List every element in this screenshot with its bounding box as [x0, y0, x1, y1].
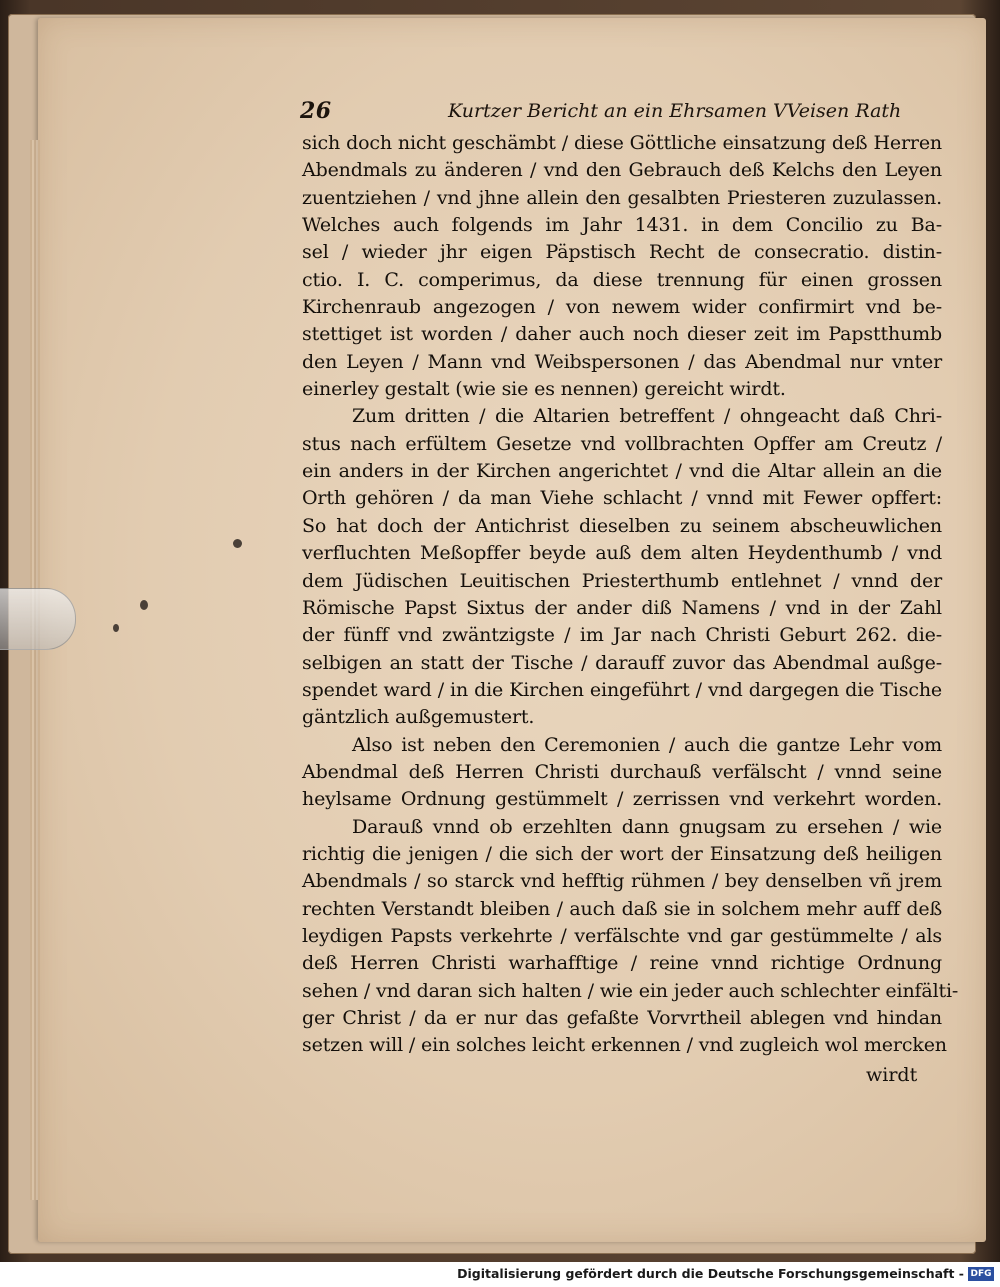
- text-line: ein anders in der Kirchen angerichtet / vnd die Altar allein an die: [302, 460, 942, 483]
- text-line: verfluchten Meßopffer beyde auß dem alten Heydenthumb / vnd: [302, 542, 942, 565]
- text-line: Welches auch folgends im Jahr 1431. in dem Concilio zu Ba-: [302, 214, 942, 237]
- ink-spot: [140, 600, 148, 610]
- running-head: Kurtzer Bericht an ein Ehrsamen VVeisen Rath: [448, 100, 902, 122]
- text-line: Abendmal deß Herren Christi durchauß verfälscht / vnnd seine: [302, 760, 942, 783]
- text-line: ctio. I. C. comperimus, da diese trennung für einen grossen: [302, 268, 942, 291]
- text-line: stettiget ist worden / daher auch noch dieser zeit im Papstthumb: [302, 323, 942, 346]
- text-line: spendet ward / in die Kirchen eingeführt / vnd dargegen die Tische: [302, 678, 942, 701]
- text-line: sehen / vnd daran sich halten / wie ein jeder auch schlechter einfälti-: [302, 979, 959, 1002]
- text-line: ger Christ / da er nur das gefaßte Vorvrtheil ablegen vnd hindan: [302, 1007, 942, 1029]
- text-line: Also ist neben den Ceremonien / auch die gantze Lehr vom: [352, 733, 942, 756]
- text-line: zuentziehen / vnd jhne allein den gesalbten Priesteren zuzulassen.: [302, 186, 942, 209]
- text-line: rechten Verstandt bleiben / auch daß sie in solchem mehr auff deß: [302, 897, 942, 920]
- text-line: heylsame Ordnung gestümmelt / zerrissen vnd verkehrt worden.: [302, 788, 942, 811]
- text-line: Darauß vnnd ob erzehlten dann gnugsam zu ersehen / wie: [352, 815, 942, 838]
- text-line: richtig die jenigen / die sich der wort der Einsatzung deß heiligen: [302, 842, 942, 865]
- text-line: den Leyen / Mann vnd Weibspersonen / das Abendmal nur vnter: [302, 350, 942, 373]
- catchword: wirdt: [866, 1064, 918, 1086]
- text-line: der fünff vnd zwäntzigste / im Jar nach Christi Geburt 262. die-: [302, 624, 942, 647]
- text-line: stus nach erfültem Gesetze vnd vollbrachten Opffer am Creutz /: [302, 432, 942, 455]
- dfg-logo: DFG: [968, 1267, 994, 1281]
- text-line: Zum dritten / die Altarien betreffent / ohngeacht daß Chri-: [352, 405, 942, 428]
- funding-credit: Digitalisierung gefördert durch die Deutsche Forschungsgemeinschaft -: [457, 1266, 964, 1281]
- page-number: 26: [300, 98, 332, 124]
- ink-spot: [113, 624, 119, 632]
- body-text: [302, 130, 959, 1060]
- text-line: sel / wieder jhr eigen Päpstisch Recht de consecratio. distin-: [302, 241, 942, 264]
- ink-spot: [233, 539, 242, 548]
- text-line: selbigen an statt der Tische / darauff zuvor das Abendmal außge-: [302, 651, 942, 674]
- text-line: Orth gehören / da man Viehe schlacht / vnnd mit Fewer opffert:: [302, 487, 942, 510]
- text-line: Abendmals / so starck vnd hefftig rühmen / bey denselben vñ jrem: [302, 870, 942, 893]
- text-line: leydigen Papsts verkehrte / verfälschte vnd gar gestümmelte / als: [302, 924, 942, 947]
- text-line: dem Jüdischen Leuitischen Priesterthumb entlehnet / vnnd der: [302, 569, 942, 592]
- text-line: deß Herren Christi warhafftige / reine vnnd richtige Ordnung: [302, 952, 942, 975]
- text-line: Abendmals zu änderen / vnd den Gebrauch deß Kelchs den Leyen: [302, 159, 942, 182]
- text-line: gäntzlich außgemustert.: [302, 706, 535, 729]
- text-line: Kirchenraub angezogen / von newem wider confirmirt vnd be-: [302, 296, 942, 319]
- text-line: So hat doch der Antichrist dieselben zu seinem abscheuwlichen: [302, 514, 942, 537]
- page-clip: [0, 588, 76, 650]
- text-line: Römische Papst Sixtus der ander diß Namens / vnd in der Zahl: [302, 596, 942, 619]
- text-line: sich doch nicht geschämbt / diese Göttliche einsatzung deß Herren: [302, 132, 942, 154]
- page-edges: [30, 140, 40, 1200]
- page-header: [300, 98, 940, 128]
- text-line: setzen will / ein solches leicht erkennen / vnd zugleich wol mercken: [302, 1034, 947, 1057]
- digitization-footer: [0, 1262, 1000, 1287]
- text-line: einerley gestalt (wie sie es nennen) gereicht wirdt.: [302, 378, 786, 401]
